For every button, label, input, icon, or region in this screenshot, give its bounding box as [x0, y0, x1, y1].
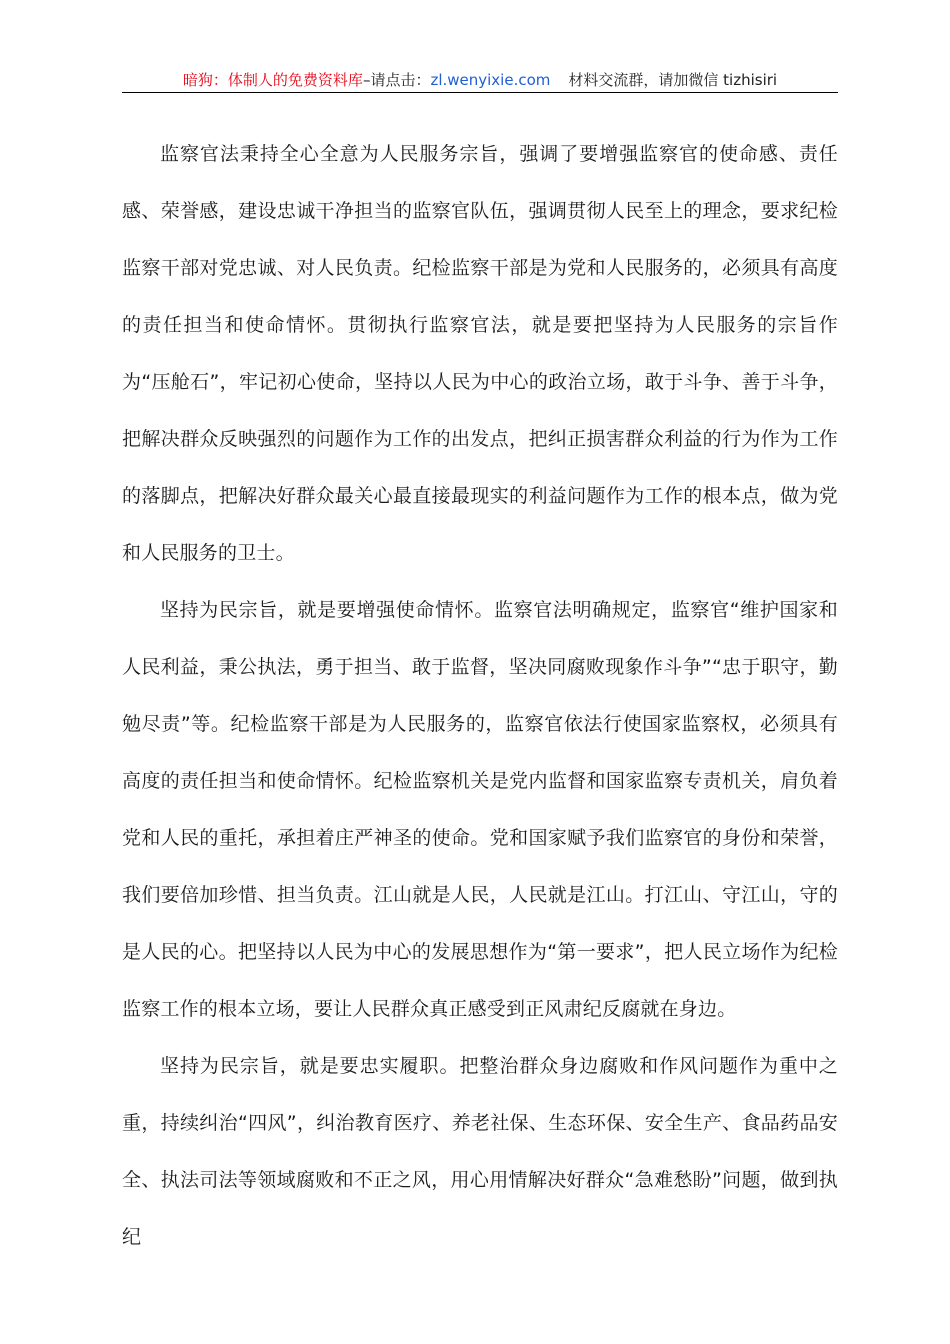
paragraph-1: 监察官法秉持全心全意为人民服务宗旨，强调了要增强监察官的使命感、责任感、荣誉感，建设忠诚干净担当的监察官队伍，强调贯彻人民至上的理念，要求纪检监察干部对党忠诚、对人民负责。纪检监察干部是为党和人民服务的，必须具有高度的责任担当和使命情怀。贯彻执行监察官法，就是要把坚持为人民服务的宗旨作为“压舱石”，牢记初心使命，坚持以人民为中心的政治立场，敢于斗争、善于斗争，把解决群众反映强烈的问题作为工作的出发点，把纠正损害群众利益的行为作为工作的落脚点，把解决好群众最关心最直接最现实的利益问题作为工作的根本点，做为党和人民服务的卫士。 — [122, 143, 838, 564]
header-site-name: 暗狗：体制人的免费资料库 — [182, 71, 363, 89]
paragraph-2: 坚持为民宗旨，就是要增强使命情怀。监察官法明确规定，监察官“维护国家和人民利益，秉公执法，勇于担当、敢于监督，坚决同腐败现象作斗争”“忠于职守，勤勉尽责”等。纪检监察干部是为人民服务的，监察官依法行使国家监察权，必须具有高度的责任担当和使命情怀。纪检监察机关是党内监督和国家监察专责机关，肩负着党和人民的重托，承担着庄严神圣的使命。党和国家赋予我们监察官的身份和荣誉，我们要倍加珍惜、担当负责。江山就是人民，人民就是江山。打江山、守江山，守的是人民的心。把坚持以人民为中心的发展思想作为“第一要求”，把人民立场作为纪检监察工作的根本立场，要让人民群众真正感受到正风肃纪反腐就在身边。 — [122, 599, 838, 1020]
paragraph-3: 坚持为民宗旨，就是要忠实履职。把整治群众身边腐败和作风问题作为重中之重，持续纠治“四风”，纠治教育医疗、养老社保、生态环保、安全生产、食品药品安全、执法司法等领域腐败和不正之风，用心用情解决好群众“急难愁盼”问题，做到执纪 — [122, 1055, 838, 1248]
page-header — [122, 70, 838, 93]
header-url-link[interactable]: zl.wenyixie.com — [430, 71, 551, 89]
header-click-prompt: –请点击： — [362, 71, 431, 89]
document-body — [122, 126, 838, 1266]
header-wechat-note: 材料交流群，请加微信 tizhisiri — [568, 71, 778, 89]
